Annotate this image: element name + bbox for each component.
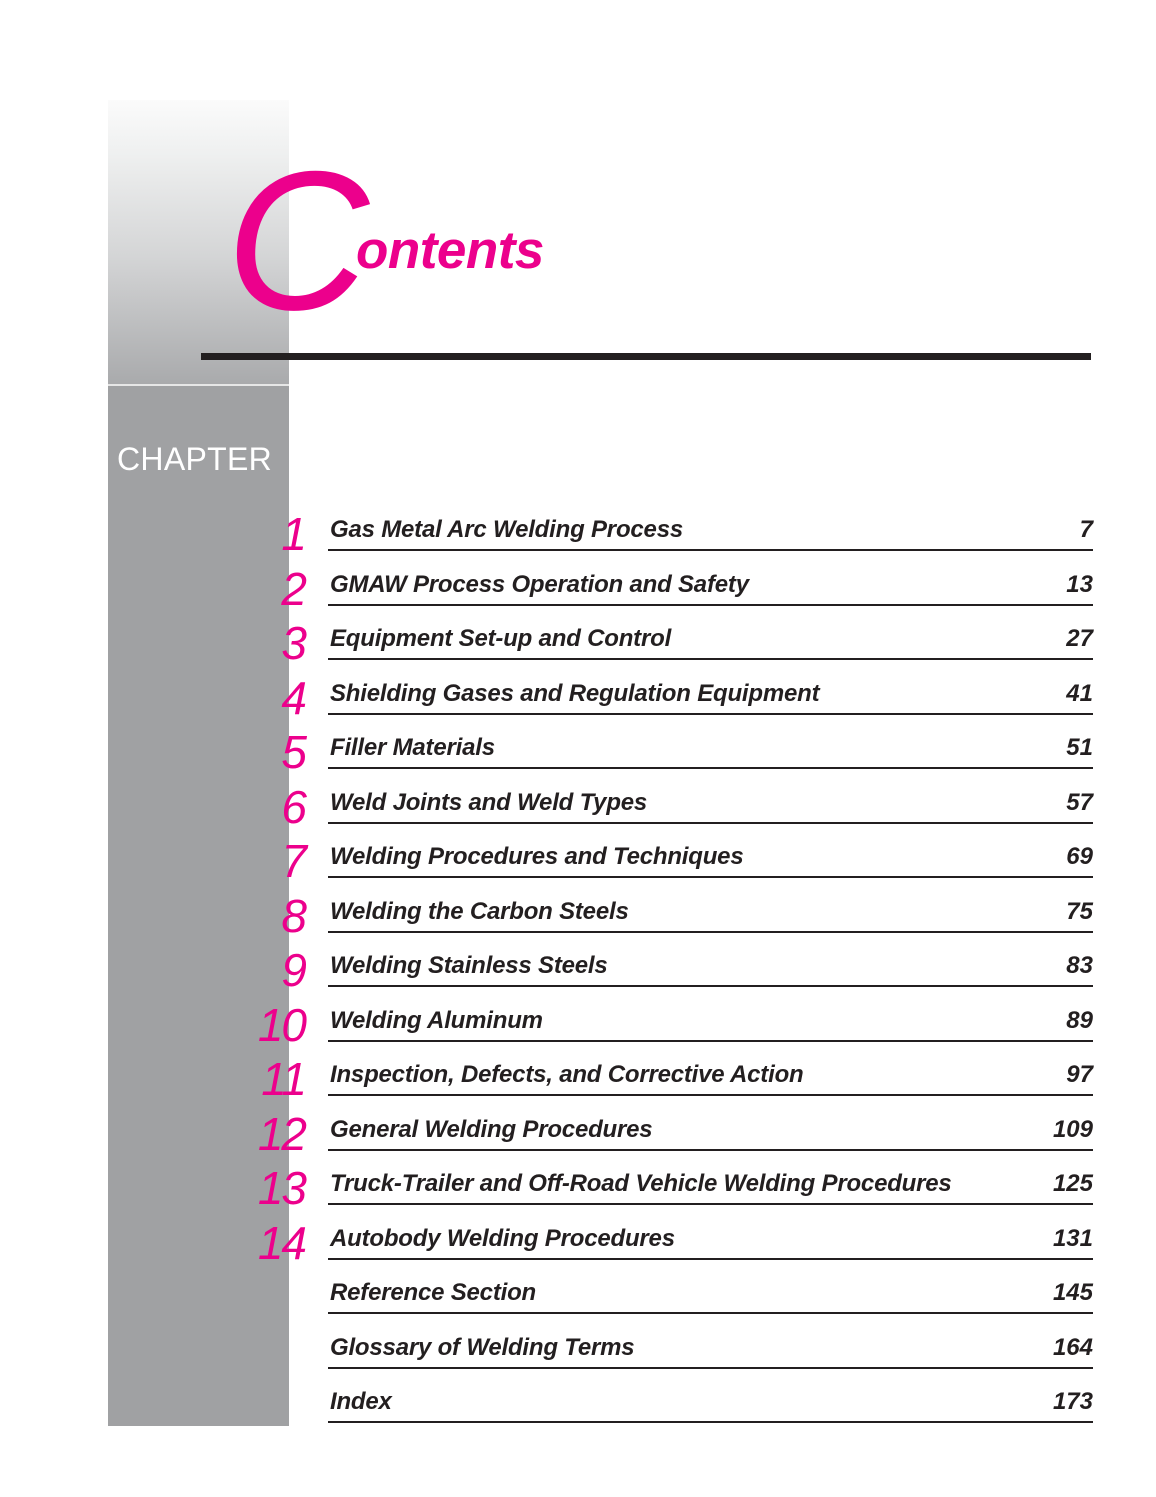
toc-entry[interactable]	[0, 1053, 1156, 1114]
chapter-column-label: CHAPTER	[117, 441, 273, 477]
chapter-title[interactable]: Gas Metal Arc Welding Process	[330, 516, 683, 543]
chapter-number: 4	[281, 671, 305, 724]
chapter-title[interactable]: Welding Aluminum	[330, 1006, 543, 1034]
chapter-number: 8	[281, 889, 305, 942]
entry-rule	[328, 549, 1093, 551]
chapter-number: 9	[281, 944, 305, 996]
page-number: 125	[1052, 1170, 1093, 1197]
entry-rule	[328, 1312, 1093, 1314]
page-number: 41	[1066, 679, 1093, 707]
toc-entry[interactable]	[0, 1278, 1156, 1332]
chapter-number: 14	[257, 1216, 305, 1269]
chapter-number: 12	[257, 1107, 305, 1160]
entry-rule	[328, 876, 1093, 878]
page-number: 145	[1052, 1279, 1093, 1306]
page-number: 13	[1066, 570, 1093, 598]
toc-entry[interactable]	[0, 1107, 1156, 1169]
entry-rule	[328, 1040, 1093, 1042]
chapter-number: 5	[281, 726, 305, 778]
page-number: 173	[1052, 1388, 1093, 1415]
section-title[interactable]: Reference Section	[330, 1279, 537, 1306]
toc-entry[interactable]	[0, 1162, 1156, 1223]
toc-entry[interactable]	[0, 671, 1156, 733]
toc-entry[interactable]	[0, 998, 1156, 1060]
chapter-number: 11	[261, 1053, 305, 1105]
chapter-title[interactable]: Welding the Carbon Steels	[330, 897, 629, 925]
page-title-initial: C	[226, 130, 365, 351]
page-number: 89	[1066, 1006, 1093, 1034]
chapter-title[interactable]: Truck-Trailer and Off-Road Vehicle Welding Procedures	[330, 1170, 952, 1197]
chapter-title[interactable]: Equipment Set-up and Control	[330, 625, 672, 652]
page-title-rest: ontents	[356, 221, 544, 280]
page-number: 27	[1066, 625, 1093, 652]
chapter-title[interactable]: Inspection, Defects, and Corrective Action	[330, 1061, 804, 1088]
toc-entry[interactable]	[0, 835, 1156, 896]
toc-entry[interactable]	[0, 617, 1156, 678]
page-number: 7	[1079, 516, 1093, 543]
page-number: 51	[1066, 734, 1093, 761]
page-number: 83	[1066, 952, 1093, 979]
page-number: 131	[1052, 1224, 1093, 1252]
section-title[interactable]: Index	[330, 1388, 392, 1415]
toc-entry[interactable]	[0, 562, 1156, 624]
page-number: 164	[1052, 1333, 1093, 1361]
chapter-title[interactable]: GMAW Process Operation and Safety	[330, 570, 749, 598]
chapter-number: 6	[281, 780, 305, 833]
chapter-number: 13	[257, 1162, 305, 1214]
chapter-number: 7	[281, 835, 305, 887]
section-title[interactable]: Glossary of Welding Terms	[330, 1333, 635, 1361]
entry-rule	[328, 1094, 1093, 1096]
chapter-title[interactable]: Weld Joints and Weld Types	[330, 788, 648, 816]
page-number: 75	[1066, 897, 1093, 925]
chapter-number: 3	[281, 617, 305, 669]
toc-entry[interactable]	[0, 1333, 1156, 1387]
entry-rule	[328, 1421, 1093, 1423]
toc-entry[interactable]	[0, 726, 1156, 787]
entry-rule	[328, 767, 1093, 769]
entry-rule	[328, 1149, 1093, 1151]
page-number: 97	[1066, 1061, 1093, 1088]
entry-rule	[328, 1203, 1093, 1205]
chapter-title[interactable]: Autobody Welding Procedures	[330, 1224, 675, 1252]
entry-rule	[328, 1367, 1093, 1369]
toc-entry[interactable]	[0, 780, 1156, 842]
chapter-number: 2	[281, 562, 305, 615]
toc-entry[interactable]	[0, 1216, 1156, 1278]
toc-entry[interactable]	[0, 944, 1156, 1005]
chapter-title[interactable]: Filler Materials	[330, 734, 495, 761]
entry-rule	[328, 658, 1093, 660]
entry-rule	[328, 931, 1093, 933]
entry-rule	[328, 604, 1093, 606]
chapter-title[interactable]: Shielding Gases and Regulation Equipment	[330, 679, 820, 707]
page-number: 109	[1052, 1115, 1093, 1143]
toc-entry[interactable]	[0, 1387, 1156, 1441]
chapter-number: 10	[257, 998, 305, 1051]
chapter-title[interactable]: Welding Procedures and Techniques	[330, 843, 744, 870]
title-rule	[201, 353, 1091, 360]
toc-entry[interactable]	[0, 508, 1156, 569]
entry-rule	[328, 985, 1093, 987]
entry-rule	[328, 713, 1093, 715]
chapter-title[interactable]: General Welding Procedures	[330, 1115, 653, 1143]
page-number: 69	[1066, 843, 1093, 870]
entry-rule	[328, 822, 1093, 824]
entry-rule	[328, 1258, 1093, 1260]
toc-entry[interactable]	[0, 889, 1156, 951]
page-number: 57	[1066, 788, 1093, 816]
chapter-title[interactable]: Welding Stainless Steels	[330, 952, 608, 979]
chapter-number: 1	[281, 508, 305, 560]
